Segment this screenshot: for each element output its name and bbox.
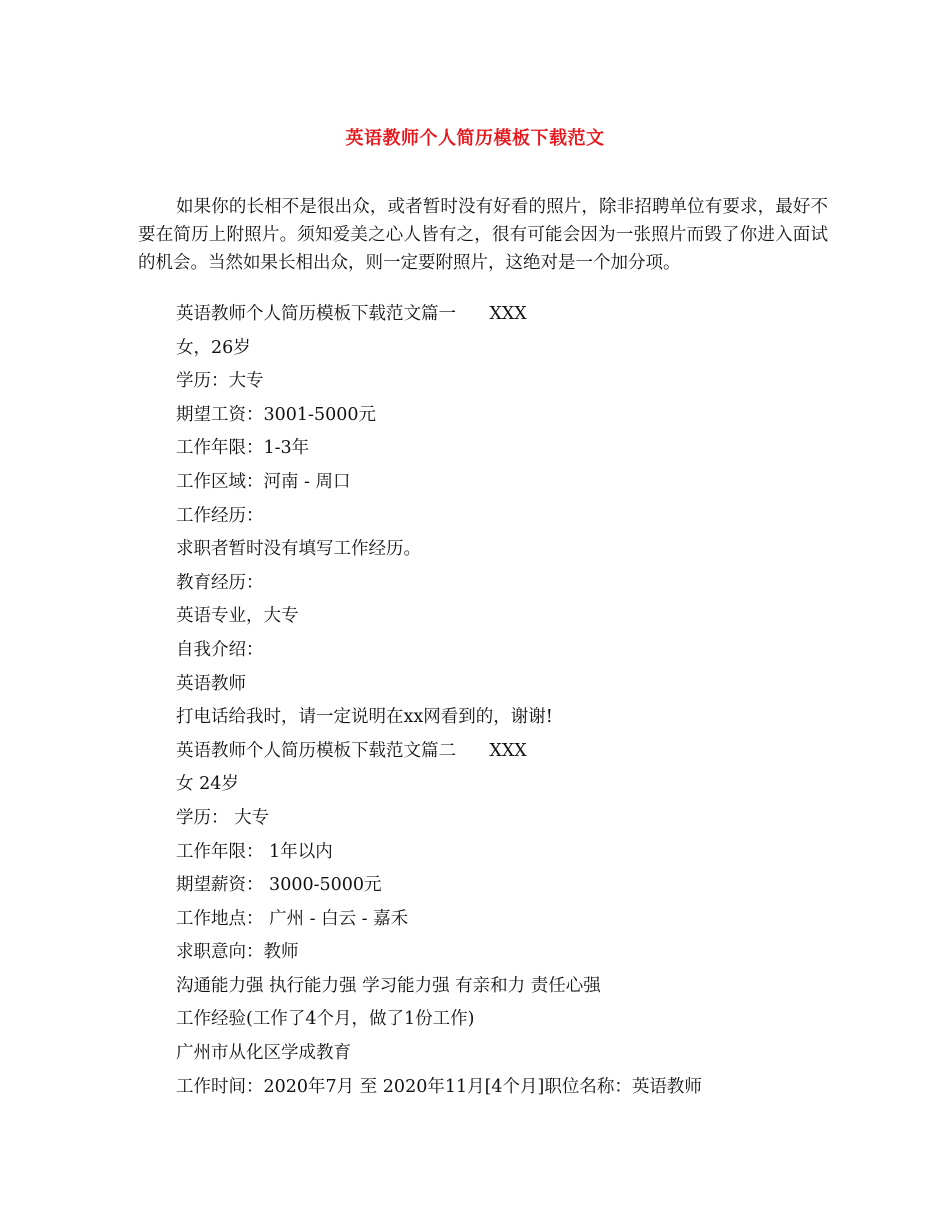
text-line: 英语教师个人简历模板下载范文篇一 XXX [176, 304, 527, 324]
text-line: 英语教师个人简历模板下载范文篇二 XXX [176, 740, 527, 761]
text-line: 工作区域：河南 - 周口 [176, 471, 351, 492]
text-line: 期望工资：3001-5000元 [176, 404, 376, 425]
text-line: 广州市从化区学成教育 [176, 1043, 351, 1064]
text-line: 期望薪资： 3000-5000元 [176, 875, 382, 896]
text-line: 工作年限：1-3年 [176, 438, 310, 459]
text-line: 教育经历： [176, 572, 264, 593]
text-line: 工作年限： 1年以内 [176, 841, 333, 862]
text-line: 工作经验(工作了4个月，做了1份工作) [176, 1009, 475, 1030]
text-line: 工作时间：2020年7月 至 2020年11月[4个月]职位名称：英语教师 [176, 1076, 702, 1097]
text-line: 英语专业，大专 [176, 606, 299, 627]
text-line: 求职者暂时没有填写工作经历。 [176, 539, 421, 560]
text-line: 学历：大专 [176, 371, 264, 392]
text-line: 工作地点： 广州 - 白云 - 嘉禾 [176, 908, 409, 929]
text-line: 沟通能力强 执行能力强 学习能力强 有亲和力 责任心强 [176, 975, 601, 996]
resume-lines [176, 298, 836, 1104]
text-line: 学历： 大专 [176, 807, 270, 828]
intro-paragraph: 如果你的长相不是很出众，或者暂时没有好看的照片，除非招聘单位有要求，最好不要在简历上附照片。须知爱美之心人皆有之，很有可能会因为一张照片而毁了你进入面试的机会。当然如果长相出众，则一定要附照片，这绝对是一个加分项。 [138, 197, 828, 273]
text-line: 工作经历： [176, 505, 264, 526]
document-title: 英语教师个人简历模板下载范文 [345, 128, 605, 149]
text-line: 女，26岁 [176, 337, 251, 358]
text-line: 求职意向：教师 [176, 942, 299, 963]
text-line: 打电话给我时，请一定说明在xx网看到的，谢谢! [176, 707, 553, 728]
text-line: 女 24岁 [176, 774, 239, 795]
text-line: 自我介绍： [176, 639, 264, 660]
text-line: 英语教师 [176, 673, 246, 694]
